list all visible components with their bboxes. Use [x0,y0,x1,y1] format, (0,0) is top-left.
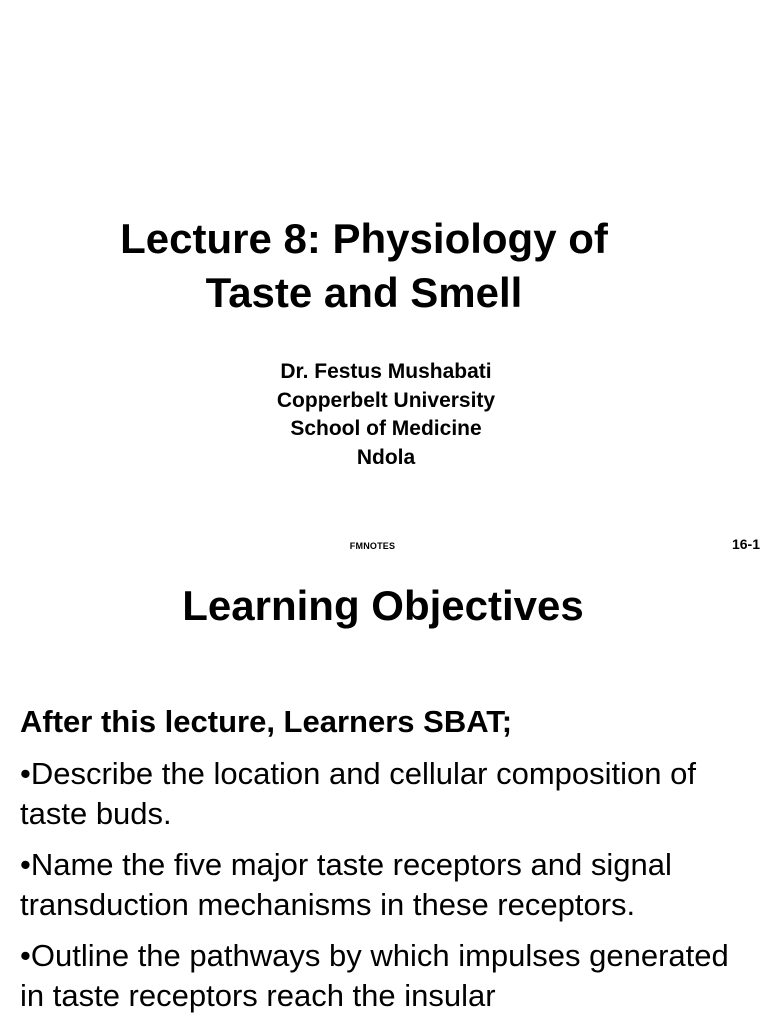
objectives-intro: After this lecture, Learners SBAT; [20,704,513,739]
objective-item: •Describe the location and cellular composition of taste buds. [20,756,696,831]
lecture-title [0,212,728,320]
lecture-title-line-1: Lecture 8: Physiology of [120,215,608,262]
objectives-title: Learning Objectives [182,582,584,629]
author-name: Dr. Festus Mushabati [280,360,492,383]
city-name: Ndola [356,445,416,469]
author-info [0,358,768,472]
objectives-list [20,754,750,1027]
institution-name: Copperbelt University [276,388,496,412]
slide-footer: FMNOTES [349,541,396,551]
school-name: School of Medicine [290,417,482,440]
slide-page-number: 16-1 [731,536,760,552]
objective-item: •Outline the pathways by which impulses generated in taste receptors reach the insular [20,938,729,1013]
lecture-title-line-2: Taste and Smell [205,269,523,316]
objective-item: •Name the five major taste receptors and signal transduction mechanisms in these receptors. [20,847,672,922]
